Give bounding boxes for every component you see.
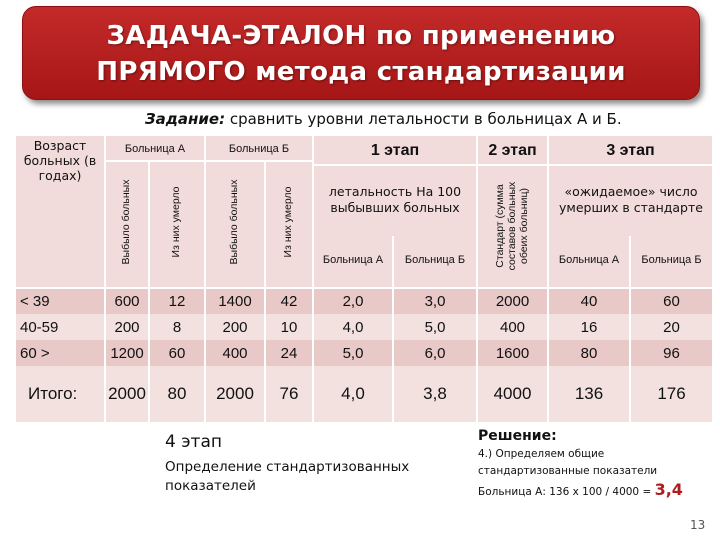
table-cell: 200	[114, 318, 140, 336]
header-stage2: 2 этап	[488, 142, 537, 159]
solution-expression: 136 х 100 / 4000 =	[549, 486, 655, 498]
header-died-a: Из них умерло	[170, 186, 182, 258]
table-cell: 400	[499, 318, 526, 336]
table-cell: 1600	[495, 344, 530, 362]
total-cell: 4000	[493, 384, 532, 403]
total-label: Итого:	[28, 384, 78, 403]
table-cell: 60	[663, 292, 680, 310]
table-cell: 16	[580, 318, 598, 336]
table-cell: 200	[222, 318, 248, 336]
header-age: Возраст больных (в годах)	[23, 138, 97, 183]
header-died-b: Из них умерло	[282, 186, 294, 258]
total-cell: 76	[279, 384, 299, 403]
table-cell: 1400	[218, 292, 252, 310]
header-stage1: 1 этап	[370, 142, 420, 159]
solution-line2: стандартизованные показатели	[478, 465, 658, 477]
header-discharged-b: Выбыло больных	[228, 179, 240, 265]
table-cell: 5,0	[424, 318, 446, 336]
table-cell: 400	[222, 344, 248, 362]
table-cell: 12	[168, 292, 186, 310]
solution-title: Решение:	[478, 428, 557, 444]
table-cell: 600	[114, 292, 140, 310]
page-number: 13	[690, 518, 706, 532]
table-cell: 1200	[110, 344, 144, 362]
total-cell: 2000	[216, 384, 254, 403]
total-cell: 176	[657, 384, 686, 403]
header-discharged-a: Выбыло больных	[120, 179, 132, 265]
total-cell: 4,0	[341, 384, 365, 403]
header-hospital-b: Больница Б	[228, 143, 290, 155]
table-cell: 3,0	[424, 292, 446, 310]
header-sub-b2: Больница Б	[641, 254, 702, 266]
table-cell-age: 40-59	[20, 318, 59, 336]
header-stage3: 3 этап	[606, 142, 655, 159]
table-cell: 20	[663, 318, 680, 336]
title-line-2: ПРЯМОГО метода стандартизации	[96, 57, 626, 87]
header-lethality: летальность На 100 выбывших больных	[328, 184, 462, 215]
table-cell: 8	[172, 318, 182, 336]
solution-result: 3,4	[654, 480, 683, 499]
table-cell: 80	[580, 344, 598, 362]
header-sub-a2: Больница А	[558, 254, 620, 266]
total-cell: 3,8	[423, 384, 447, 403]
title-line-1: ЗАДАЧА-ЭТАЛОН по применению	[106, 21, 616, 51]
table-cell-age: 60 >	[20, 344, 50, 362]
header-sub-b: Больница Б	[404, 254, 466, 266]
stage4-title: 4 этап	[165, 432, 222, 452]
table-cell: 10	[280, 318, 298, 336]
table-cell: 4,0	[342, 318, 364, 336]
table-cell: 40	[580, 292, 598, 310]
table-cell: 96	[663, 344, 680, 362]
table-cell: 6,0	[424, 344, 446, 362]
header-standard: Стандарт (сумма составов больных обеих больниц)	[494, 181, 530, 271]
title-banner	[22, 6, 700, 100]
total-cell: 2000	[108, 384, 146, 403]
task-text: сравнить уровни летальности в больницах А и Б.	[225, 110, 622, 128]
header-hospital-a: Больница А	[124, 143, 186, 155]
total-cell: 136	[574, 384, 604, 403]
solution-line3	[478, 480, 683, 499]
header-sub-a: Больница А	[322, 254, 384, 266]
table-cell: 2000	[495, 292, 530, 310]
header-expected: «ожидаемое» число умерших в стандарте	[559, 184, 703, 215]
table-cell-age: < 39	[20, 292, 50, 310]
table-cell: 24	[280, 344, 298, 362]
solution-hospital-label: Больница А:	[478, 486, 550, 498]
table-cell: 5,0	[342, 344, 364, 362]
task-statement	[145, 110, 622, 128]
table-cell: 42	[280, 292, 298, 310]
stage4-text: Определение стандартизованных показателей	[165, 459, 410, 494]
table-cell: 60	[168, 344, 186, 362]
task-label: Задание:	[145, 110, 226, 128]
total-cell: 80	[167, 384, 187, 403]
solution-line1: 4.) Определяем общие	[478, 448, 605, 460]
table-cell: 2,0	[342, 292, 364, 310]
